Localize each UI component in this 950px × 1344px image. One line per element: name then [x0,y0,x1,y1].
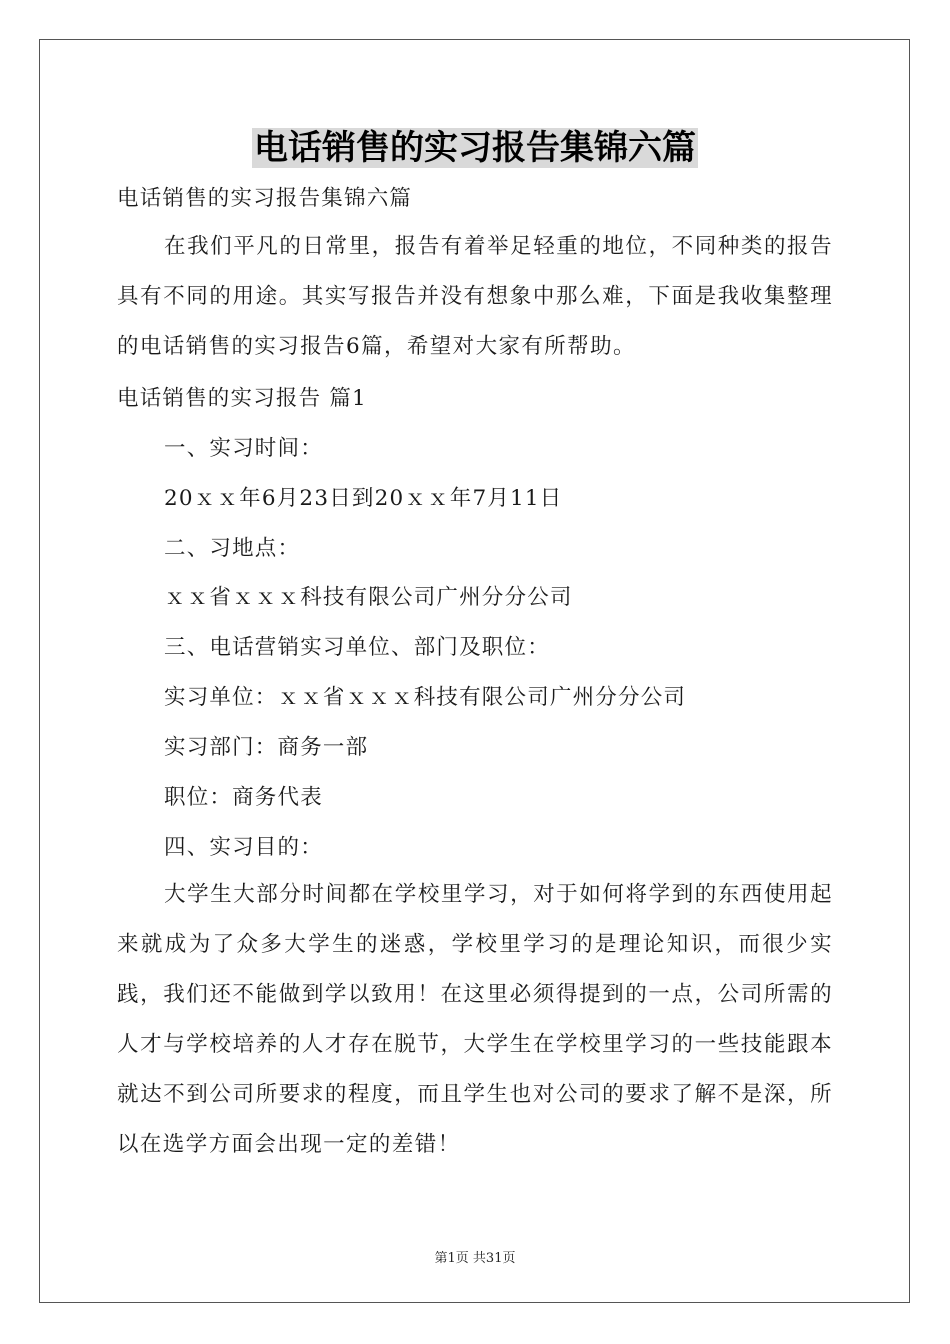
list-item: 职位：商务代表 [164,785,323,810]
list-item: 20ｘｘ年6月23日到20ｘｘ年7月11日 [164,486,563,511]
intro-paragraph: 在我们平凡的日常里，报告有着举足轻重的地位，不同种类的报告具有不同的用途。其实写报告并没有想象中那么难，下面是我收集整理的电话销售的实习报告6篇，希望对大家有所帮助。 [117,234,833,359]
list-item: 实习部门：商务一部 [164,735,369,760]
list-item: 三、电话营销实习单位、部门及职位： [164,635,550,660]
list-item: ｘｘ省ｘｘｘ科技有限公司广州分分公司 [164,585,573,610]
list-item: 一、实习时间： [164,436,323,461]
list-item: 四、实习目的： [164,835,323,860]
document-subtitle: 电话销售的实习报告集锦六篇 [117,186,413,211]
section-heading: 电话销售的实习报告 篇1 [117,386,367,411]
document-title-text: 电话销售的实习报告集锦六篇 [254,128,696,168]
body-paragraph: 大学生大部分时间都在学校里学习，对于如何将学到的东西使用起来就成为了众多大学生的迷惑，学校里学习的是理论知识，而很少实践，我们还不能做到学以致用！在这里必须得提到的一点，公司所需的人才与学校培养的人才存在脱节，大学生在学校里学习的一些技能跟本就达不到公司所要求的程度，而且学生也对公司的要求了解不是深，所以在选学方面会出现一定的差错！ [117,882,833,1157]
document-title [0,126,950,170]
page-footer: 第1页 共31页 [434,1251,516,1266]
list-item: 实习单位：ｘｘ省ｘｘｘ科技有限公司广州分分公司 [164,685,687,710]
list-item: 二、习地点： [164,536,301,561]
